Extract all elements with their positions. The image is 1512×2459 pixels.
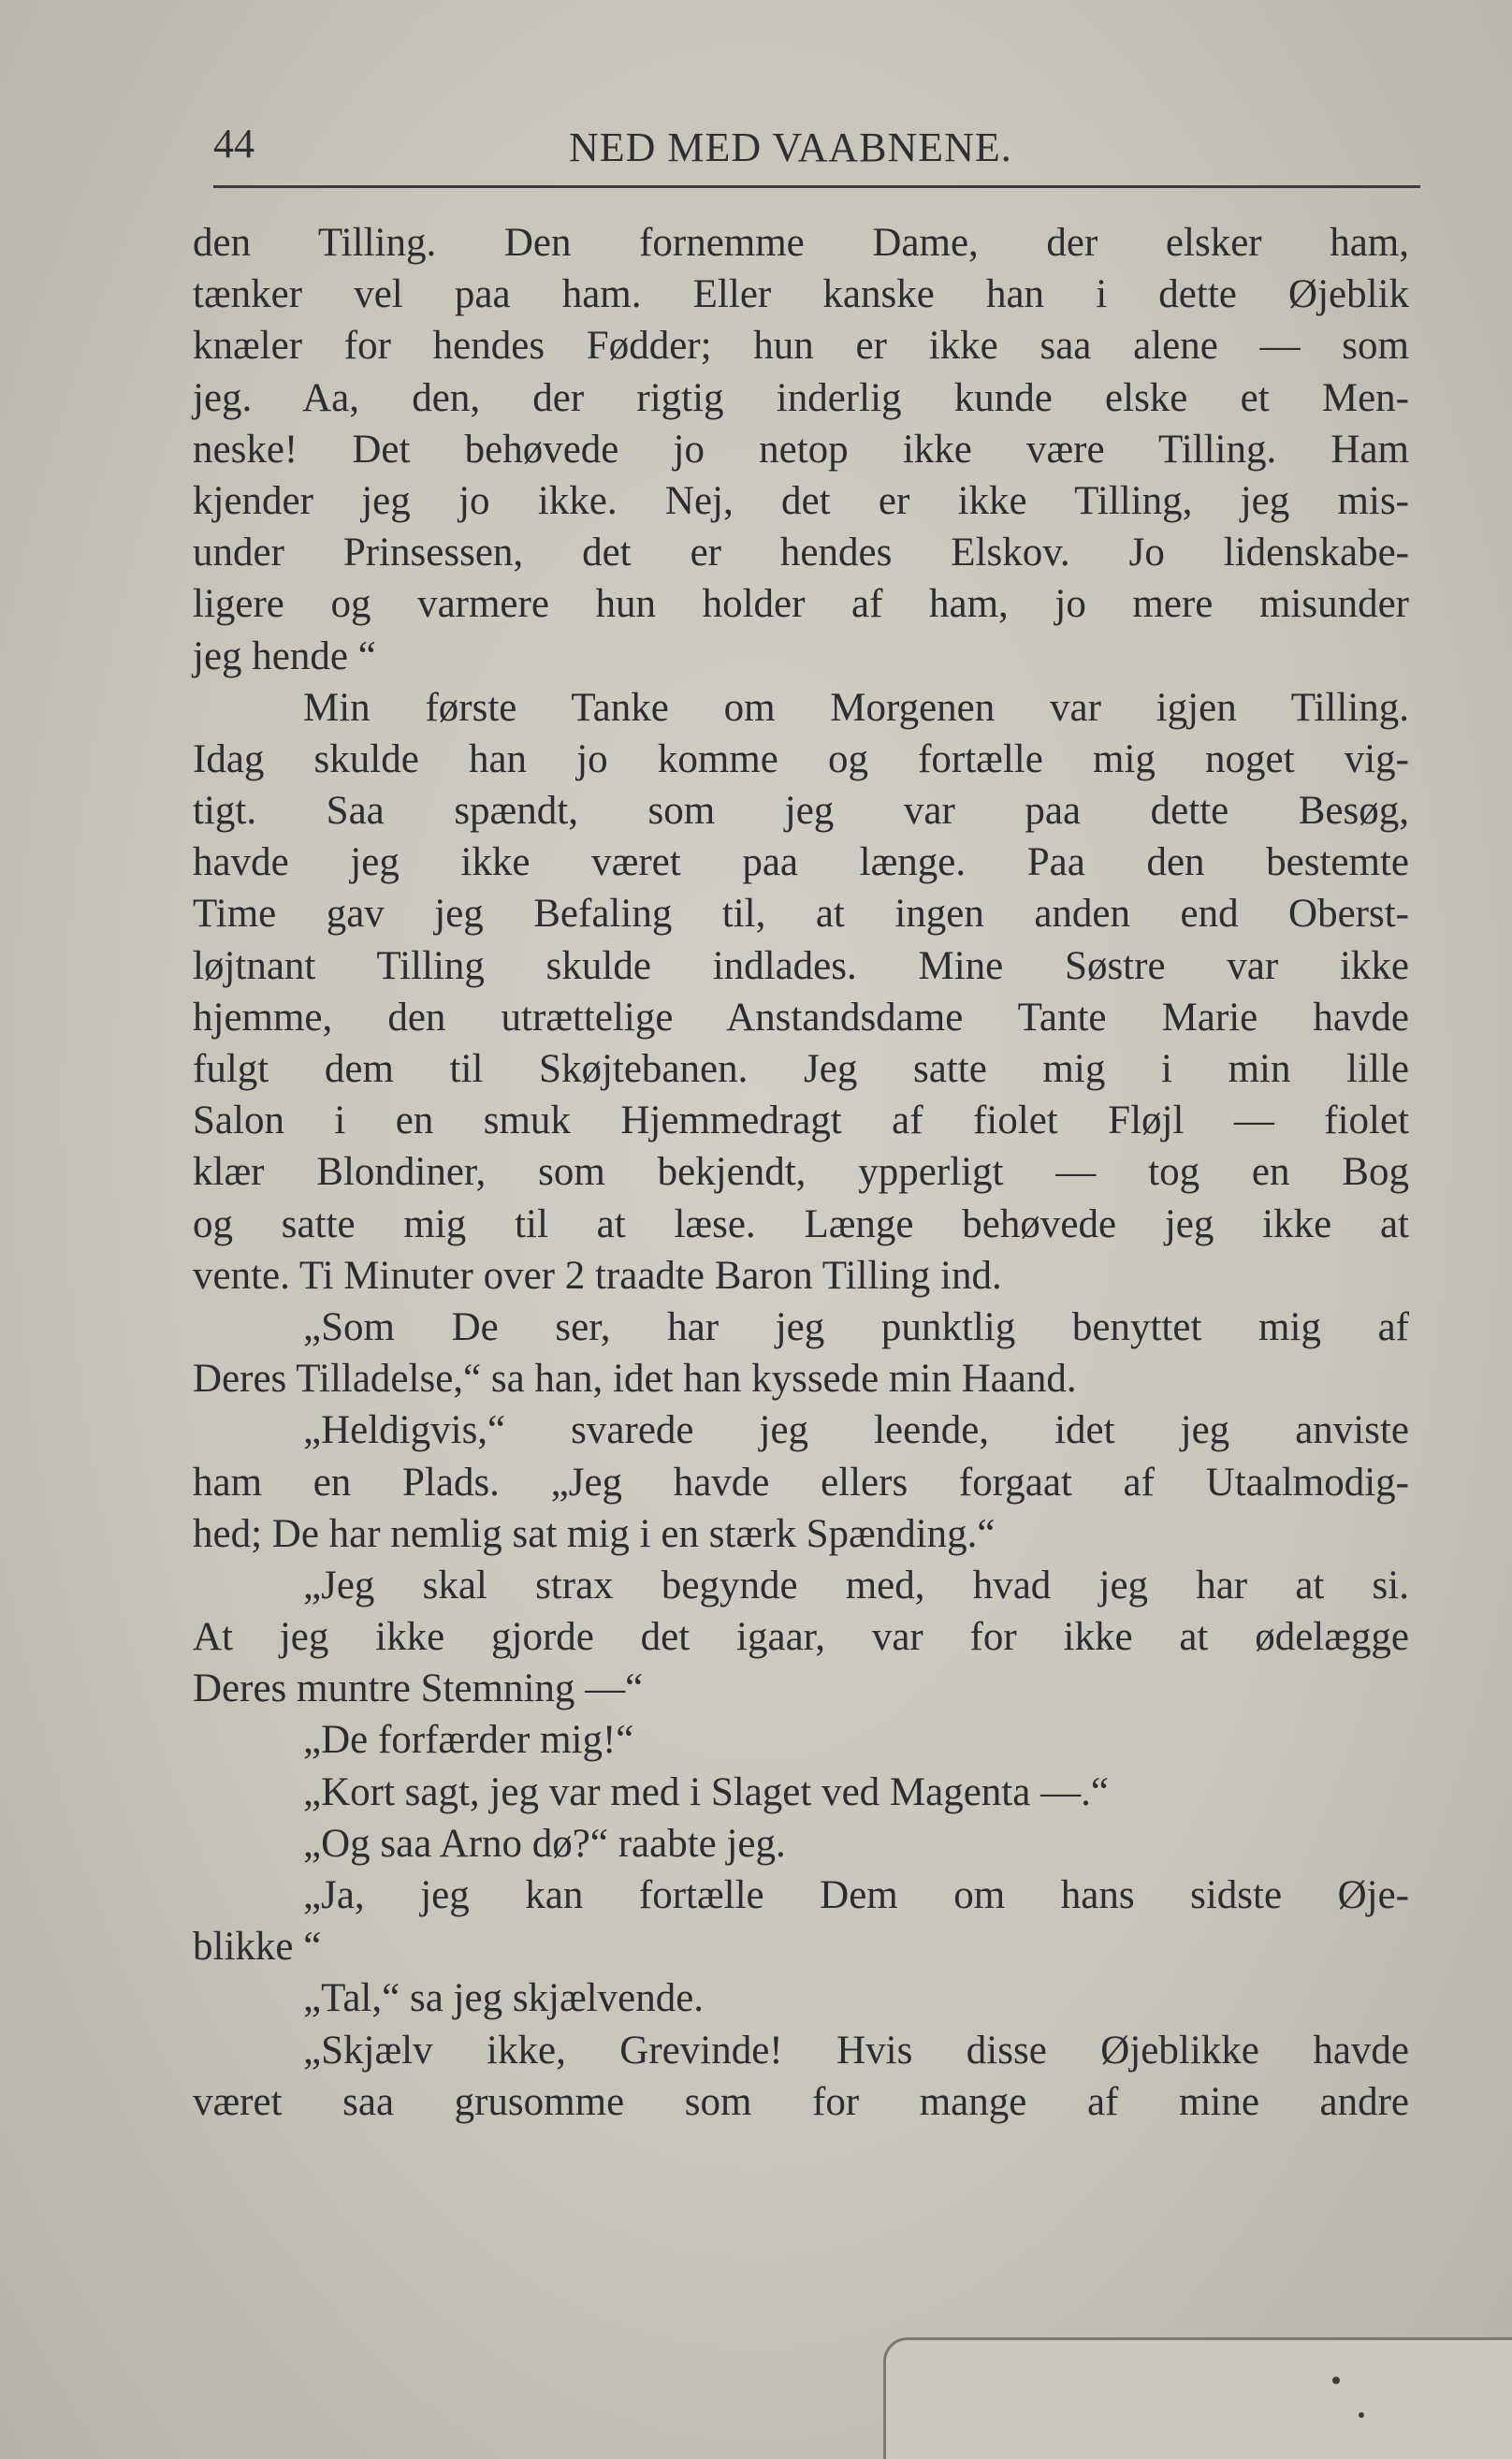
page-header (213, 120, 1411, 176)
text-line: vente. Ti Minuter over 2 traadte Baron Tilling ind. (193, 1253, 1002, 1298)
text-line: klær Blondiner, som bekjendt, ypperligt — tog en Bog (193, 1150, 1409, 1195)
text-line: kjender jeg jo ikke. Nej, det er ikke Tilling, jeg mis- (193, 478, 1409, 523)
text-line: jeg hende “ (193, 633, 376, 678)
text-line: jeg. Aa, den, der rigtig inderlig kunde elske et Men- (193, 375, 1409, 420)
text-line: havde jeg ikke været paa længe. Paa den bestemte (193, 840, 1409, 885)
text-line: tigt. Saa spændt, som jeg var paa dette Besøg, (193, 789, 1409, 834)
body-text (193, 217, 1409, 2128)
ink-speck (1332, 2377, 1340, 2384)
text-line: ham en Plads. „Jeg havde ellers forgaat af Utaalmodig- (193, 1460, 1409, 1505)
text-line: „Som De ser, har jeg punktlig benyttet mig af (303, 1304, 1409, 1349)
text-line: Deres Tilladelse,“ sa han, idet han kyssede min Haand. (193, 1357, 1077, 1402)
text-line: været saa grusomme som for mange af mine andre (193, 2079, 1409, 2124)
text-line: „Kort sagt, jeg var med i Slaget ved Magenta —.“ (303, 1769, 1109, 1814)
text-line: „Heldigvis,“ svarede jeg leende, idet jeg anviste (303, 1408, 1409, 1453)
text-line: ligere og varmere hun holder af ham, jo mere misunder (193, 582, 1409, 627)
text-line: At jeg ikke gjorde det igaar, var for ikke at ødelægge (193, 1615, 1409, 1660)
text-line: den Tilling. Den fornemme Dame, der elsker ham, (193, 221, 1409, 265)
text-line: „Skjælv ikke, Grevinde! Hvis disse Øjeblikke havde (303, 2028, 1409, 2073)
page-number: 44 (213, 121, 254, 167)
text-line: løjtnant Tilling skulde indlades. Mine Søstre var ikke (193, 943, 1409, 988)
running-title: NED MED VAABNENE. (569, 124, 1012, 170)
ink-speck (1359, 2412, 1364, 2418)
page-fold-edge (883, 2337, 1512, 2459)
text-line: Idag skulde han jo komme og fortælle mig noget vig- (193, 736, 1409, 781)
text-line: knæler for hendes Fødder; hun er ikke saa alene — som (193, 324, 1409, 369)
text-line: „Jeg skal strax begynde med, hvad jeg har at si. (303, 1563, 1409, 1608)
text-line: „Ja, jeg kan fortælle Dem om hans sidste Øje- (303, 1873, 1409, 1917)
text-line: Min første Tanke om Morgenen var igjen Tilling. (303, 685, 1409, 730)
header-rule (213, 185, 1420, 188)
text-line: og satte mig til at læse. Længe behøvede jeg ikke at (193, 1201, 1409, 1246)
text-line: hed; De har nemlig sat mig i en stærk Spænding.“ (193, 1511, 996, 1556)
text-line: „Og saa Arno dø?“ raabte jeg. (303, 1821, 786, 1866)
text-line: hjemme, den utrættelige Anstandsdame Tante Marie havde (193, 995, 1409, 1040)
text-line: Time gav jeg Befaling til, at ingen anden end Oberst- (193, 892, 1409, 937)
text-line: neske! Det behøvede jo netop ikke være Tilling. Ham (193, 427, 1409, 472)
text-line: tænker vel paa ham. Eller kanske han i dette Øjeblik (193, 272, 1409, 317)
text-line: blikke “ (193, 1925, 322, 1970)
text-line: Deres muntre Stemning —“ (193, 1666, 644, 1711)
text-line: „De forfærder mig!“ (303, 1718, 634, 1763)
text-line: under Prinsessen, det er hendes Elskov. Jo lidenskabe- (193, 531, 1409, 575)
text-line: fulgt dem til Skøjtebanen. Jeg satte mig i min lille (193, 1047, 1409, 1091)
text-line: „Tal,“ sa jeg skjælvende. (303, 1976, 705, 2021)
text-line: Salon i en smuk Hjemmedragt af fiolet Fløjl — fiolet (193, 1099, 1409, 1143)
